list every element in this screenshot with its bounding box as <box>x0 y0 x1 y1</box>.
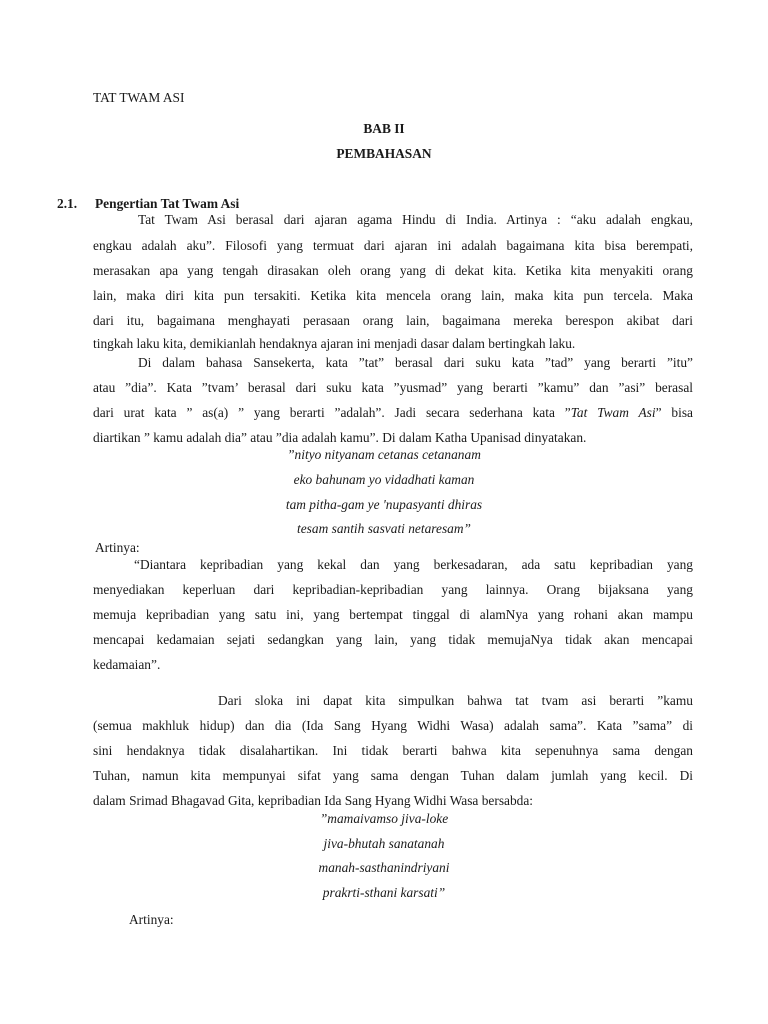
chapter-number: BAB II <box>363 121 405 136</box>
text-line: “Diantara kepribadian yang kekal dan yang berkesadaran, ada satu kepribadian yang <box>134 557 693 572</box>
text-line: Tuhan, namun kita mempunyai sifat yang sama dengan Tuhan dalam jumlah yang kecil. Di <box>93 768 693 783</box>
artinya-label: Artinya: <box>129 912 174 927</box>
text-line <box>93 405 693 421</box>
verse-line: eko bahunam yo vidadhati kaman <box>293 472 475 487</box>
verse-line: tam pitha-gam ye 'nupasyanti dhiras <box>285 497 483 512</box>
term-emphasis: Tat Twam Asi <box>570 405 656 420</box>
text-line: merasakan apa yang tengah dirasakan oleh orang yang di dekat kita. Ketika kita menyakiti orang <box>93 263 693 278</box>
verse-line: jiva-bhutah sanatanah <box>323 836 445 851</box>
text-line: dari itu, bagaimana menghayati perasaan orang lain, bagaimana mereka berespon akibat dari <box>93 313 693 328</box>
text-run: dari urat kata ” as(a) ” yang berarti ”adalah”. Jadi secara sederhana kata ” <box>93 405 571 420</box>
text-line: Tat Twam Asi berasal dari ajaran agama Hindu di India. Artinya : “aku adalah engkau, <box>138 212 693 227</box>
text-run: ” bisa <box>655 405 693 420</box>
text-line: sini hendaknya tidak disalahartikan. Ini tidak berarti bahwa kita sepenuhnya sama dengan <box>93 743 693 758</box>
header-title: TAT TWAM ASI <box>93 90 185 105</box>
verse-line: tesam santih sasvati netaresam” <box>297 521 471 536</box>
text-line: tingkah laku kita, demikianlah hendaknya ajaran ini menjadi dasar dalam bertingkah laku. <box>93 336 576 351</box>
text-line: memuja kepribadian yang satu ini, yang bertempat tinggal di alamNya yang rohani akan mampu <box>93 607 693 622</box>
chapter-title: PEMBAHASAN <box>336 146 432 161</box>
artinya-label: Artinya: <box>95 540 140 555</box>
text-line: kedamaian”. <box>93 657 161 672</box>
text-line: engkau adalah aku”. Filosofi yang termuat dari ajaran ini adalah bagaimana kita bisa berempati, <box>93 238 693 253</box>
verse-line: ”nityo nityanam cetanas cetananam <box>287 447 481 462</box>
text-line: atau ”dia”. Kata ”tvam’ berasal dari suku kata ”yusmad” yang berarti ”kamu” dan ”asi” berasal <box>93 380 693 395</box>
text-line: dalam Srimad Bhagavad Gita, kepribadian Ida Sang Hyang Widhi Wasa bersabda: <box>93 793 534 808</box>
section-title: Pengertian Tat Twam Asi <box>95 196 240 211</box>
section-number: 2.1. <box>57 196 78 211</box>
text-line: lain, maka diri kita pun tersakiti. Ketika kita mencela orang lain, maka kita pun tercela. Maka <box>93 288 693 303</box>
verse-line: ”mamaivamso jiva-loke <box>319 811 449 826</box>
text-line: (semua makhluk hidup) dan dia (Ida Sang Hyang Widhi Wasa) adalah sama”. Kata ”sama” di <box>93 718 693 733</box>
text-line: mencapai kedamaian sejati sedangkan yang lain, yang tidak memujaNya tidak akan mencapai <box>93 632 693 647</box>
verse-line: manah-sasthanindriyani <box>318 860 450 875</box>
text-line: menyediakan keperluan dari kepribadian-kepribadian yang lainnya. Orang bijaksana yang <box>93 582 693 597</box>
text-line: Di dalam bahasa Sansekerta, kata ”tat” berasal dari suku kata ”tad” yang berarti ”itu” <box>138 355 693 370</box>
verse-line: prakrti-sthani karsati” <box>322 885 446 900</box>
text-line: Dari sloka ini dapat kita simpulkan bahwa tat tvam asi berarti ”kamu <box>218 693 693 708</box>
text-line: diartikan ” kamu adalah dia” atau ”dia adalah kamu”. Di dalam Katha Upanisad dinyatakan. <box>93 430 587 445</box>
